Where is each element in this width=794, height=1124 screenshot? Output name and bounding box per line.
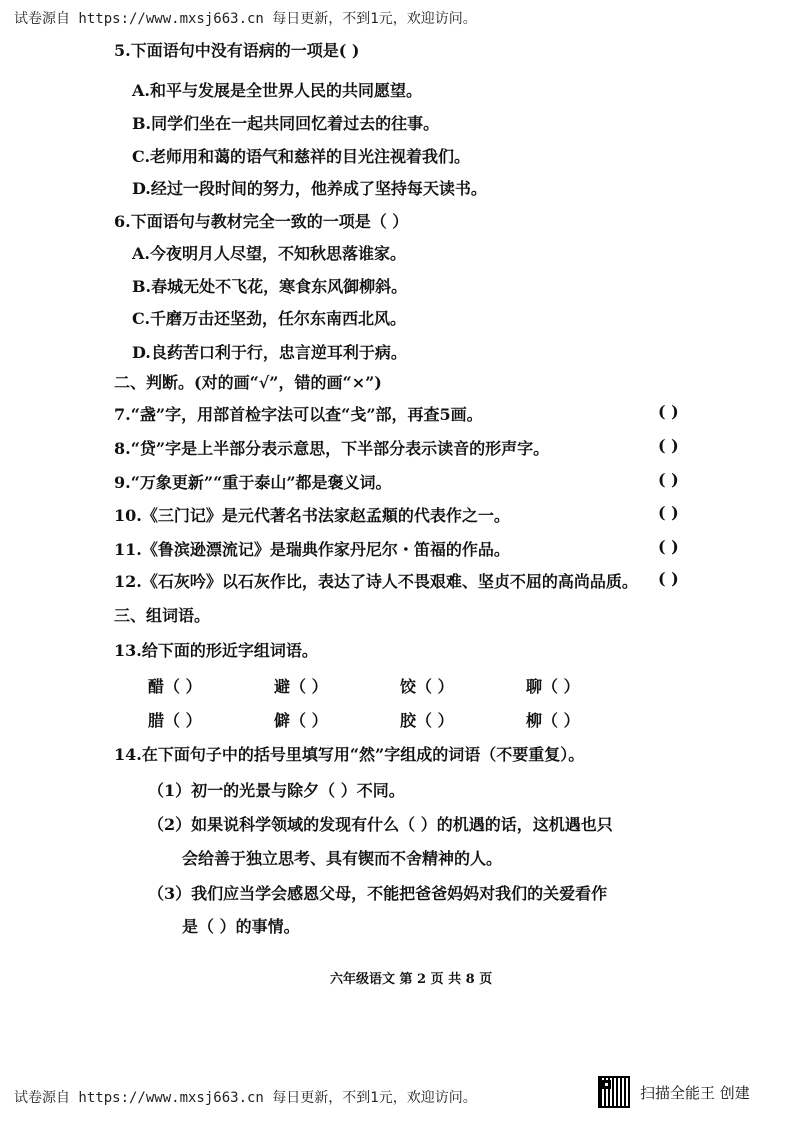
- word-blank-cu[interactable]: 醋（ ）: [148, 677, 202, 696]
- judgment-11-answer[interactable]: ( ): [658, 537, 679, 556]
- question-14-sentence-1: （1）初一的光景与除夕（ ）不同。: [148, 781, 405, 800]
- judgment-11: 11.《鲁滨逊漂流记》是瑞典作家丹尼尔・笛福的作品。: [114, 540, 510, 559]
- question-13-row-1: [148, 674, 652, 697]
- qr-code-icon: [598, 1076, 630, 1108]
- question-6-option-d: D.良药苦口利于行，忠言逆耳利于病。: [132, 343, 407, 362]
- question-14-stem: 14.在下面句子中的括号里填写用“然”字组成的词语（不要重复）。: [114, 745, 585, 764]
- word-blank-jiao2[interactable]: 胶（ ）: [400, 711, 454, 730]
- question-6-option-b: B.春城无处不飞花，寒食东风御柳斜。: [132, 277, 408, 296]
- judgment-10-answer[interactable]: ( ): [658, 503, 679, 522]
- top-watermark-line: 试卷源自 https://www.mxsj663.cn 每日更新，不到1元，欢迎访问。: [14, 11, 477, 27]
- word-blank-liu[interactable]: 柳（ ）: [526, 711, 580, 730]
- judgment-7-answer[interactable]: ( ): [658, 402, 679, 421]
- question-14-sentence-2-line-1: （2）如果说科学领域的发现有什么（ ）的机遇的话，这机遇也只: [148, 815, 613, 834]
- word-blank-jiao[interactable]: 饺（ ）: [400, 677, 454, 696]
- section-3-title: 三、组词语。: [114, 606, 211, 625]
- judgment-10: 10.《三门记》是元代著名书法家赵孟頫的代表作之一。: [114, 506, 510, 525]
- section-2-title: 二、判断。(对的画“√”，错的画“×”): [114, 373, 382, 392]
- question-6-option-a: A.今夜明月人尽望，不知秋思落谁家。: [132, 244, 406, 263]
- question-5-option-c: C.老师用和蔼的语气和慈祥的目光注视着我们。: [132, 147, 471, 166]
- scanner-credit: 扫描全能王 创建: [640, 1084, 750, 1102]
- question-13-stem: 13.给下面的形近字组词语。: [114, 641, 318, 660]
- question-5-stem: 5.下面语句中没有语病的一项是( ): [114, 41, 360, 60]
- question-14-sentence-2-line-2: 会给善于独立思考、具有锲而不舍精神的人。: [182, 849, 503, 868]
- question-5-option-b: B.同学们坐在一起共同回忆着过去的往事。: [132, 114, 440, 133]
- judgment-7: 7.“盏”字，用部首检字法可以查“戋”部，再查5画。: [114, 405, 483, 424]
- question-14-sentence-3-line-2: 是（ ）的事情。: [182, 917, 300, 936]
- question-13-row-2: [148, 708, 652, 731]
- page-number-footer: 六年级语文 第 2 页 共 8 页: [330, 972, 493, 987]
- question-6-option-c: C.千磨万击还坚劲，任尔东南西北风。: [132, 309, 407, 328]
- word-blank-pi[interactable]: 僻（ ）: [274, 711, 328, 730]
- question-5-option-d: D.经过一段时间的努力，他养成了坚持每天读书。: [132, 179, 487, 198]
- word-blank-liao[interactable]: 聊（ ）: [526, 677, 580, 696]
- judgment-12: 12.《石灰吟》以石灰作比，表达了诗人不畏艰难、坚贞不屈的高尚品质。: [114, 572, 638, 591]
- judgment-9-answer[interactable]: ( ): [658, 470, 679, 489]
- judgment-9: 9.“万象更新”“重于泰山”都是褒义词。: [114, 473, 392, 492]
- question-5-option-a: A.和平与发展是全世界人民的共同愿望。: [132, 81, 422, 100]
- bottom-watermark-line: 试卷源自 https://www.mxsj663.cn 每日更新，不到1元，欢迎访问。: [14, 1090, 477, 1106]
- judgment-8-answer[interactable]: ( ): [658, 436, 679, 455]
- question-6-stem: 6.下面语句与教材完全一致的一项是（ ）: [114, 212, 409, 231]
- question-14-sentence-3-line-1: （3）我们应当学会感恩父母，不能把爸爸妈妈对我们的关爱看作: [148, 884, 608, 903]
- word-blank-bi[interactable]: 避（ ）: [274, 677, 328, 696]
- word-blank-la[interactable]: 腊（ ）: [148, 711, 202, 730]
- judgment-8: 8.“贷”字是上半部分表示意思，下半部分表示读音的形声字。: [114, 439, 550, 458]
- judgment-12-answer[interactable]: ( ): [658, 569, 679, 588]
